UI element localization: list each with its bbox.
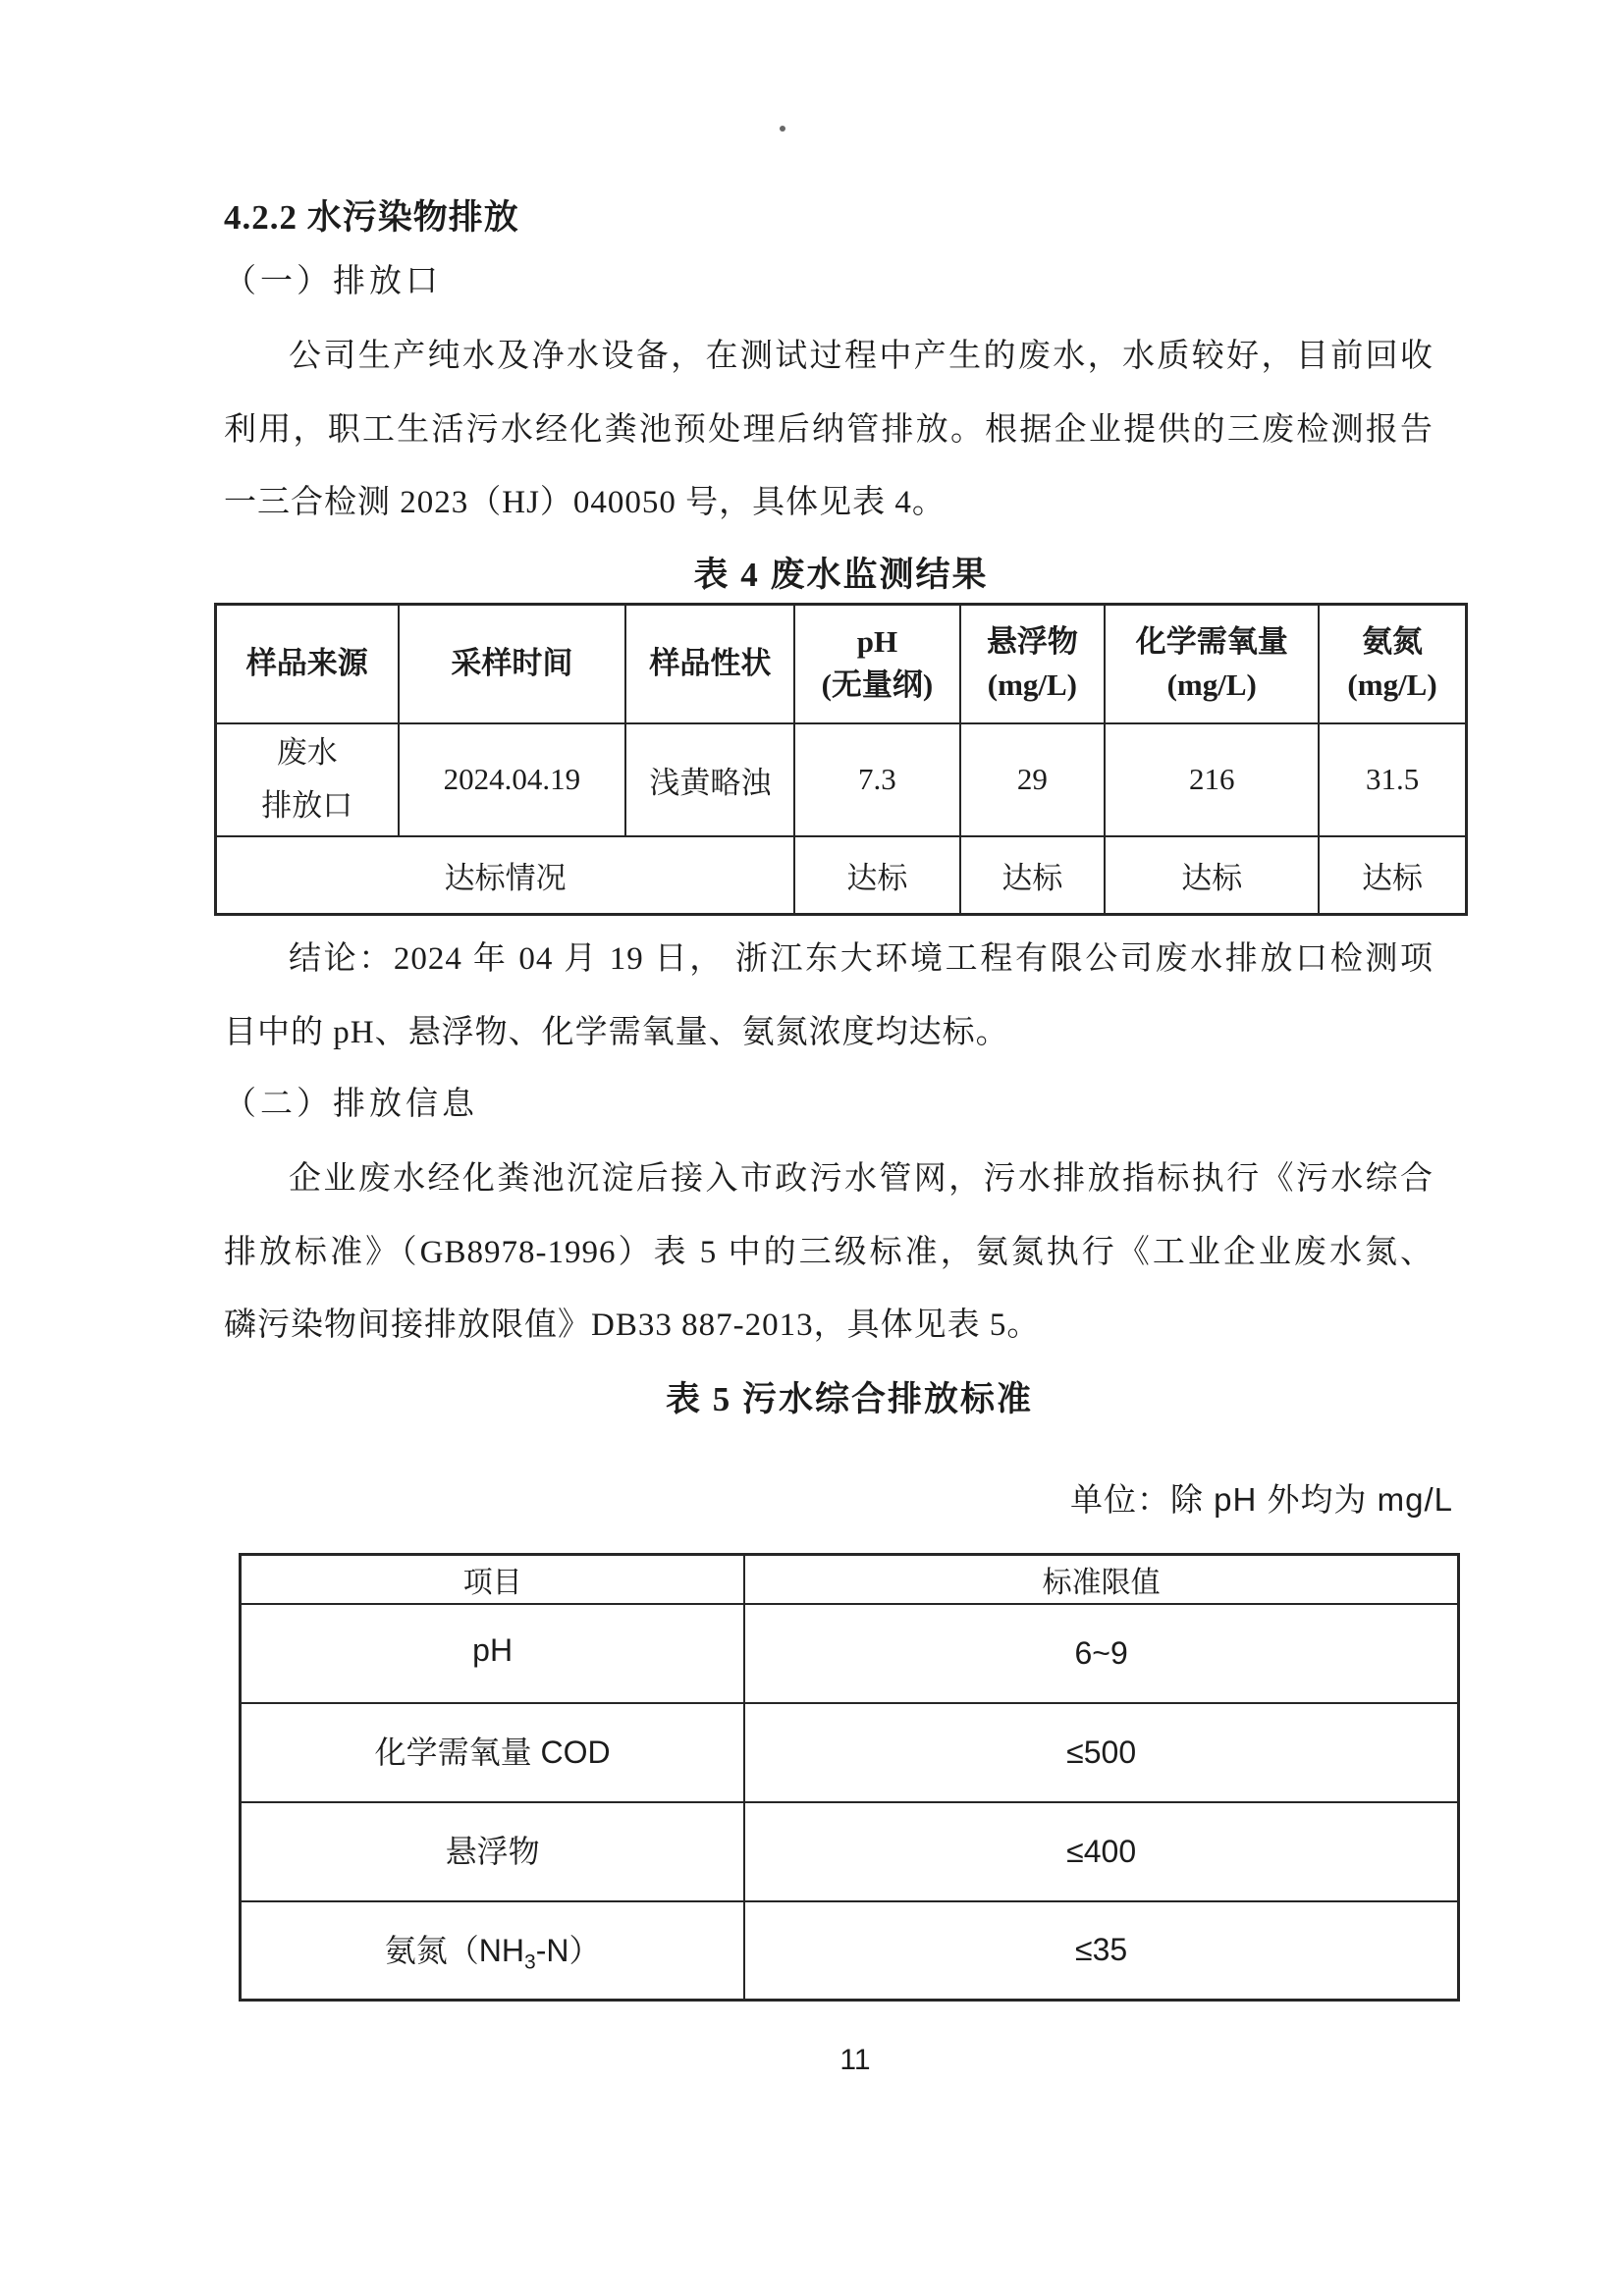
cell-sample-time: 2024.04.19 [399, 723, 626, 836]
table5-header-row [241, 1555, 1459, 1604]
paragraph-line: 企业废水经化粪池沉淀后接入市政污水管网，污水排放指标执行《污水综合 [289, 1161, 1434, 1197]
cell-limit: ≤35 [744, 1901, 1458, 2001]
col-header-ammonia: 氨氮 (mg/L) [1319, 605, 1466, 723]
subsection-title-1: （一）排放口 [224, 264, 442, 299]
cell-compliance-ammonia: 达标 [1319, 836, 1466, 915]
conclusion-line: 目中的 pH、悬浮物、化学需氧量、氨氮浓度均达标。 [224, 1015, 1009, 1050]
table5-row-ph [241, 1604, 1459, 1703]
table5-row-cod [241, 1703, 1459, 1802]
table5-title: 表 5 污水综合排放标准 [665, 1380, 1033, 1418]
cell-cod-value: 216 [1105, 723, 1319, 836]
cell-item: 悬浮物 [241, 1802, 745, 1901]
col-header-sample-source: 样品来源 [216, 605, 399, 723]
table4-data-row [216, 723, 1467, 836]
table4-title: 表 4 废水监测结果 [693, 556, 989, 594]
cell-limit: ≤500 [744, 1703, 1458, 1802]
col-header-ph: pH (无量纲) [794, 605, 959, 723]
scan-speck [780, 126, 785, 132]
col-header-sample-appearance: 样品性状 [625, 605, 794, 723]
section-heading: 4.2.2 水污染物排放 [224, 198, 519, 237]
paragraph-line: 磷污染物间接排放限值》DB33 887-2013，具体见表 5。 [224, 1308, 1041, 1343]
page-number: 11 [839, 2044, 871, 2076]
unit-note: 单位：除 pH 外均为 mg/L [1069, 1481, 1453, 1518]
cell-compliance-ph: 达标 [794, 836, 959, 915]
table5-row-ss [241, 1802, 1459, 1901]
table-wastewater-monitoring [214, 603, 1468, 916]
paragraph-line: 排放标准》（GB8978-1996）表 5 中的三级标准，氨氮执行《工业企业废水氮、 [224, 1235, 1434, 1270]
subsection-title-2: （二）排放信息 [224, 1087, 478, 1122]
col-header-limit: 标准限值 [744, 1555, 1458, 1604]
cell-compliance-label: 达标情况 [216, 836, 795, 915]
cell-ss-value: 29 [960, 723, 1106, 836]
paragraph-line: 公司生产纯水及净水设备，在测试过程中产生的废水，水质较好，目前回收 [289, 339, 1434, 374]
col-header-sample-time: 采样时间 [399, 605, 626, 723]
cell-item: 氨氮$(NH_3-N)$ [241, 1901, 745, 2001]
cell-compliance-ss: 达标 [960, 836, 1106, 915]
cell-ph-value: 7.3 [794, 723, 959, 836]
conclusion-line: 结论：2024 年 04 月 19 日， 浙江东大环境工程有限公司废水排放口检测项 [289, 941, 1434, 977]
col-header-suspended-solids: 悬浮物 (mg/L) [960, 605, 1106, 723]
table5-row-ammonia [241, 1901, 1459, 2001]
table4-compliance-row [216, 836, 1467, 915]
cell-limit: 6~9 [744, 1604, 1458, 1703]
cell-sample-appearance: 浅黄略浊 [625, 723, 794, 836]
paragraph-line: 利用，职工生活污水经化粪池预处理后纳管排放。根据企业提供的三废检测报告 [224, 412, 1434, 448]
cell-sample-source: 废水 排放口 [216, 723, 399, 836]
paragraph-line: 一三合检测 2023（HJ）040050 号，具体见表 4。 [224, 485, 946, 520]
col-header-cod: 化学需氧量 (mg/L) [1105, 605, 1319, 723]
cell-ammonia-value: 31.5 [1319, 723, 1466, 836]
cell-item: pH [241, 1604, 745, 1703]
cell-item: 化学需氧量 COD [241, 1703, 745, 1802]
cell-limit: ≤400 [744, 1802, 1458, 1901]
table-discharge-standard [239, 1553, 1460, 2002]
col-header-item: 项目 [241, 1555, 745, 1604]
cell-compliance-cod: 达标 [1105, 836, 1319, 915]
table4-header-row [216, 605, 1467, 723]
